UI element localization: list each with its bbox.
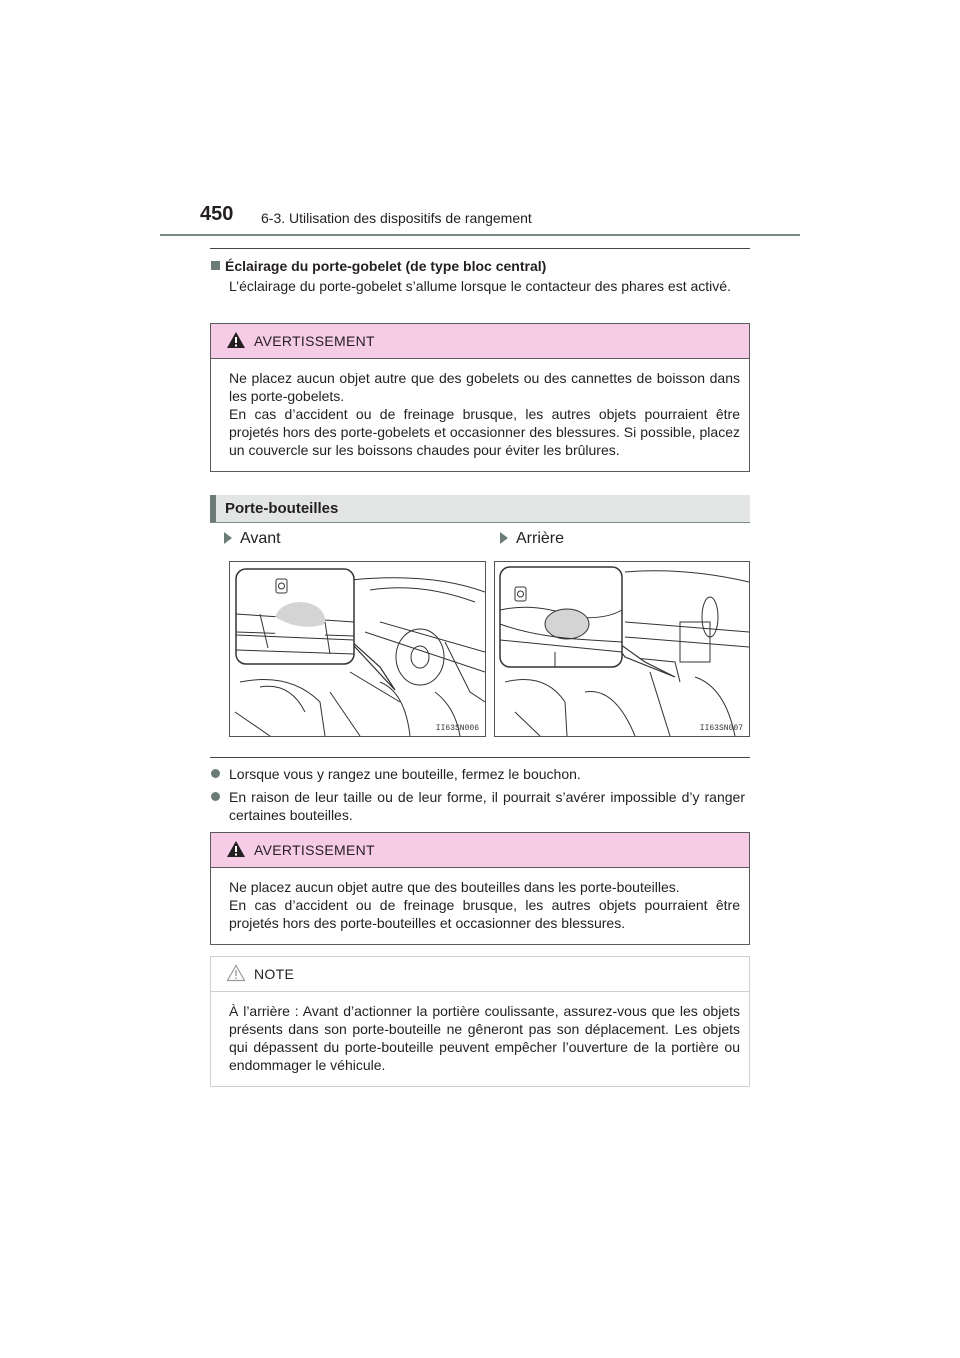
bullet-dot-icon	[211, 792, 220, 801]
bullet-text: Lorsque vous y rangez une bouteille, fermez le bouchon.	[229, 766, 581, 782]
subsection-heading	[211, 258, 546, 274]
subsection-title: Éclairage du porte-gobelet (de type bloc central)	[225, 258, 547, 274]
warning-body	[211, 868, 749, 942]
warning-box-bottle-holders	[210, 832, 750, 945]
bullet-text: En raison de leur taille ou de leur forme, il pourrait s’avérer impossible d’y ranger certaines bouteilles.	[229, 789, 745, 823]
rear-bottle-holder-illustration	[494, 561, 750, 737]
arrow-right-icon	[224, 532, 232, 544]
note-header	[211, 957, 749, 992]
section-title: 6-3. Utilisation des dispositifs de rangement	[261, 210, 532, 226]
front-label	[224, 530, 281, 548]
rear-label-text: Arrière	[516, 530, 565, 547]
front-label-text: Avant	[240, 530, 281, 547]
front-interior-drawing	[230, 562, 485, 736]
front-bottle-holder-illustration	[229, 561, 486, 737]
rear-label	[500, 530, 564, 548]
caution-triangle-icon	[226, 964, 246, 982]
header-rule	[160, 234, 800, 236]
bullet-item	[211, 765, 745, 783]
band-accent	[210, 495, 216, 522]
warning-triangle-icon	[226, 331, 246, 349]
warning-triangle-icon	[226, 840, 246, 858]
note-box	[210, 956, 750, 1087]
warning-header	[211, 833, 749, 868]
band-title: Porte-bouteilles	[225, 500, 339, 517]
cupholder-light-text: L’éclairage du porte-gobelet s’allume lorsque le contacteur des phares est activé.	[229, 278, 731, 294]
page-number: 450	[200, 203, 234, 225]
square-bullet-icon	[211, 261, 220, 270]
note-label: NOTE	[254, 966, 295, 982]
note-body: À l’arrière : Avant d’actionner la portière coulissante, assurez-vous que les objets présents dans son porte-bouteille ne gêneront pas son déplacement. Les objets qui dépassent du porte-bouteille peuvent empêcher l’ouverture de la portière ou endommager le véhicule.	[229, 1003, 740, 1073]
warning-line-1: Ne placez aucun objet autre que des gobelets ou des cannettes de boisson dans les porte-gobelets.	[229, 370, 740, 404]
section-band-bottle-holders	[210, 495, 750, 523]
figure-code: II63SN006	[435, 724, 479, 733]
warning-header	[211, 324, 749, 359]
warning-line-2: En cas d’accident ou de freinage brusque, les autres objets pourraient être projetés hors des porte-gobelets et occasionner des blessures. Si possible, placez un couvercle sur les boissons chaudes pour éviter les brûlures.	[229, 406, 740, 458]
figure-code: II63SN007	[699, 724, 743, 733]
warning-label: AVERTISSEMENT	[254, 842, 375, 858]
arrow-right-icon	[500, 532, 508, 544]
warning-label: AVERTISSEMENT	[254, 333, 375, 349]
warning-body	[211, 359, 749, 469]
divider	[210, 757, 750, 758]
warning-box-cupholders	[210, 323, 750, 472]
warning-line-1: Ne placez aucun objet autre que des bouteilles dans les porte-bouteilles.	[229, 879, 680, 895]
divider	[210, 248, 750, 249]
warning-line-2: En cas d’accident ou de freinage brusque, les autres objets pourraient être projetés hors des porte-bouteilles et occasionner des blessures.	[229, 897, 740, 931]
bullet-item	[211, 788, 745, 824]
rear-interior-drawing	[495, 562, 749, 736]
bullet-dot-icon	[211, 769, 220, 778]
